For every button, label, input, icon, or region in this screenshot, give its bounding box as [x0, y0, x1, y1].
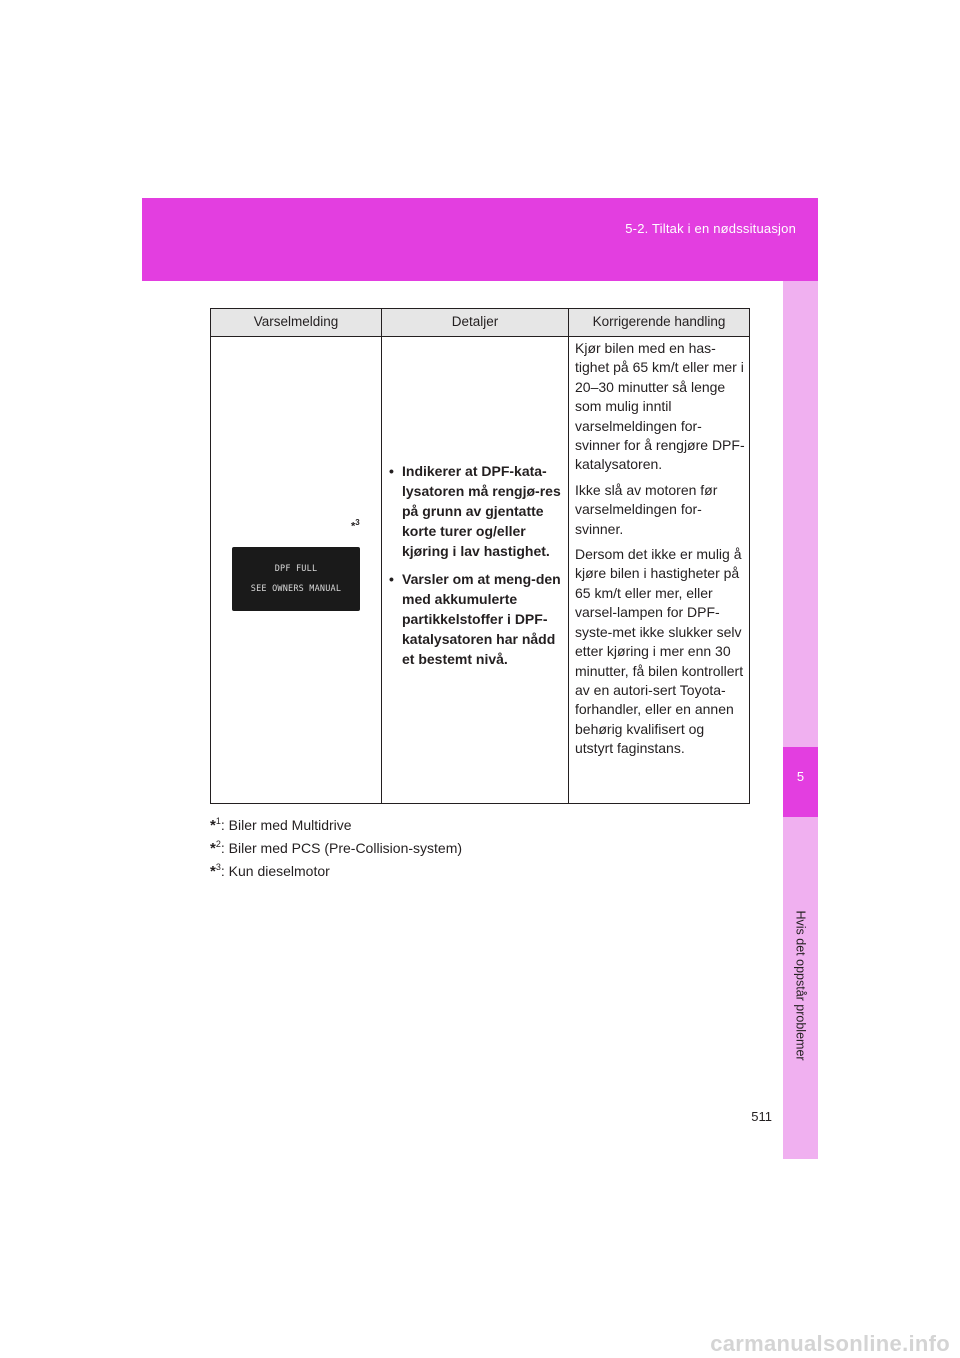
- corrective-action-cell: [575, 339, 745, 765]
- footnote-item: *$^2$: Biler med PCS (Pre-Collision-system): [210, 839, 463, 857]
- action-paragraph: Dersom det ikke er mulig å kjøre bilen i hastigheter på 65 km/t eller mer, eller varsel-lampen for DPF-syste-met ikke slukker selv etter kjøring i mer enn 30 minutter, få bilen kontrollert av en autori-sert Toyota-forhandler, eller en annen behørig kvalifisert og utstyrt faginstans.: [575, 546, 744, 757]
- bullet-glyph: •: [389, 463, 394, 479]
- display-line: SEE OWNERS MANUAL: [250, 584, 342, 594]
- footnote-item: *$^3$: Kun dieselmotor: [210, 862, 330, 880]
- detail-bullet-item: • Indikerer at DPF-kata-lysatoren må rengjø-res på grunn av gjentatte korte turer og/eller kjøring i lav hastighet.: [389, 463, 561, 559]
- chapter-number: 5: [796, 769, 805, 784]
- display-line: DPF FULL: [274, 564, 318, 574]
- footnotes: [210, 810, 462, 879]
- dpf-warning-display-image: [232, 547, 360, 611]
- table-header-row: [211, 309, 749, 337]
- detail-bullet-item: • Varsler om at meng-den med akkumulerte partikkelstoffer i DPF-katalysatoren har nådd et bestemt nivå.: [389, 571, 561, 667]
- action-paragraph: Kjør bilen med en has-tighet på 65 km/t eller mer i 20–30 minutter så lenge som mulig inntil varselmeldingen for-svinner for å rengjøre DPF-katalysatoren.: [575, 340, 745, 473]
- footnote-item: *$^1$: Biler med Multidrive: [210, 816, 352, 834]
- footnote-reference: *$^3$: [351, 518, 360, 533]
- section-header-band: [142, 198, 818, 281]
- column-divider: [568, 309, 569, 803]
- section-title: 5-2. Tiltak i en nødssituasjon: [625, 221, 796, 236]
- warning-message-table: [210, 308, 750, 804]
- chapter-number-box: [783, 747, 818, 817]
- details-cell: [386, 461, 566, 677]
- action-paragraph: Ikke slå av motoren før varselmeldingen for-svinner.: [575, 481, 718, 537]
- chapter-label: Hvis det oppstår problemer: [793, 910, 808, 1061]
- column-divider: [381, 309, 382, 803]
- watermark: [0, 1325, 960, 1358]
- chapter-side-tab: [783, 281, 818, 1159]
- page-number: 511: [751, 1109, 772, 1124]
- column-header-details: Detaljer: [451, 314, 499, 329]
- watermark-text: carmanualsonline.info: [710, 1331, 950, 1356]
- column-header-warning-message: Varselmelding: [253, 314, 339, 329]
- column-header-corrective-action: Korrigerende handling: [592, 314, 726, 329]
- bullet-glyph: •: [389, 571, 394, 587]
